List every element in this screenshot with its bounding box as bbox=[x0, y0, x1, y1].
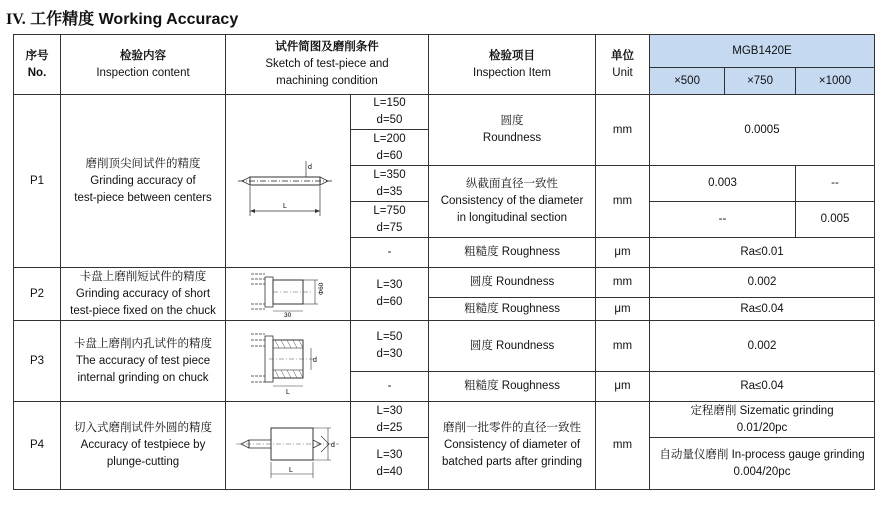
p1-sketch-l-label: L bbox=[283, 203, 287, 210]
p2-content bbox=[61, 268, 226, 321]
p3-content-en2: internal grinding on chuck bbox=[77, 371, 209, 384]
p4-value-gauge-label: 自动量仪磨削 In-process gauge grinding bbox=[659, 448, 865, 461]
p4-dim-1-l: L=30 bbox=[376, 404, 403, 417]
p3-roundness-unit: mm bbox=[596, 321, 650, 372]
p1-dim-4 bbox=[351, 202, 429, 238]
p2-roughness-unit: μm bbox=[596, 298, 650, 321]
p1-dim-2-d: d=60 bbox=[376, 149, 403, 162]
p1-roughness: 粗糙度 Roughness bbox=[429, 238, 596, 268]
p4-value-sizematic-label: 定程磨削 Sizematic grinding bbox=[690, 404, 834, 417]
p2-roundness: 圆度 Roundness bbox=[429, 268, 596, 298]
p3-dim-dash: - bbox=[351, 372, 429, 402]
p4-value-sizematic bbox=[650, 402, 875, 438]
p4-item-en1: Consistency of diameter of bbox=[443, 439, 581, 451]
p3-content bbox=[61, 321, 226, 402]
p1-consistency-cn: 纵截面直径一致性 bbox=[466, 178, 559, 190]
p1-dim-4-l: L=750 bbox=[373, 204, 406, 217]
p3-roughness-unit: μm bbox=[596, 372, 650, 402]
p1-consistency-en2: in longitudinal section bbox=[457, 212, 567, 224]
working-accuracy-table bbox=[13, 34, 875, 490]
p4-dim-1 bbox=[351, 402, 429, 438]
p1-content bbox=[61, 95, 226, 268]
p1-sketch bbox=[226, 95, 351, 268]
p1-no: P1 bbox=[14, 95, 61, 268]
p4-content-en2: plunge-cutting bbox=[106, 456, 180, 468]
p1-dim-4-d: d=75 bbox=[376, 221, 403, 234]
p4-content-en1: Accuracy of testpiece by bbox=[80, 439, 206, 451]
p4-content bbox=[61, 402, 226, 490]
p1-consistency-value-1: 0.003 bbox=[650, 166, 796, 202]
p1-content-en1: Grinding accuracy of bbox=[90, 174, 196, 187]
p1-consistency-dash-2: -- bbox=[650, 202, 796, 238]
p1-dim-1-d: d=50 bbox=[376, 114, 403, 126]
header-content bbox=[61, 35, 226, 95]
p4-no: P4 bbox=[14, 402, 61, 490]
p3-roundness-value: 0.002 bbox=[650, 321, 875, 372]
p2-sketch bbox=[226, 268, 351, 321]
p1-roundness bbox=[429, 95, 596, 166]
header-sketch bbox=[226, 35, 429, 95]
p4-item-cn: 磨削一批零件的直径一致性 bbox=[443, 422, 582, 434]
p1-content-en2: test-piece between centers bbox=[74, 191, 212, 204]
p1-dim-2-l: L=200 bbox=[373, 132, 406, 145]
p4-dim-1-d: d=25 bbox=[376, 421, 403, 434]
header-item-en: Inspection Item bbox=[473, 66, 551, 79]
p1-content-cn: 磨削顶尖间试件的精度 bbox=[85, 157, 201, 170]
header-no-en: No. bbox=[27, 66, 47, 79]
header-x750: ×750 bbox=[725, 68, 796, 95]
p2-dim-d: d=60 bbox=[376, 296, 403, 308]
header-sketch-en1: Sketch of test-piece and bbox=[265, 58, 389, 70]
p4-content-cn: 切入式磨削试件外圆的精度 bbox=[74, 422, 212, 434]
p4-unit: mm bbox=[596, 402, 650, 490]
header-no-cn: 序号 bbox=[25, 49, 49, 62]
p1-dim-3-l: L=350 bbox=[373, 168, 406, 181]
p1-roundness-en: Roundness bbox=[482, 132, 542, 144]
p3-roughness: 粗糙度 Roughness bbox=[429, 372, 596, 402]
p4-dim-2-l: L=30 bbox=[376, 448, 403, 461]
p1-consistency-dash-1: -- bbox=[796, 166, 875, 202]
p2-sketch-d-label: Φ60 bbox=[318, 282, 325, 295]
p1-dim-1-l: L=150 bbox=[373, 97, 406, 109]
p1-dim-3 bbox=[351, 166, 429, 202]
p1-dim-2 bbox=[351, 130, 429, 166]
header-x1000: ×1000 bbox=[796, 68, 875, 95]
p3-sketch bbox=[226, 321, 351, 402]
p1-sketch-d-label: d bbox=[308, 164, 312, 171]
p2-roughness-value: Ra≤0.04 bbox=[650, 298, 875, 321]
p1-dim-3-d: d=35 bbox=[376, 185, 403, 198]
p3-sketch-l-label: L bbox=[286, 389, 290, 396]
p3-content-cn: 卡盘上磨削内孔试件的精度 bbox=[74, 337, 212, 350]
p3-sketch-d-label: d bbox=[313, 357, 317, 364]
p2-dim-l: L=30 bbox=[376, 279, 403, 291]
p4-sketch bbox=[226, 402, 351, 490]
section-number: IV. bbox=[6, 11, 26, 28]
p2-content-en1: Grinding accuracy of short bbox=[75, 287, 211, 300]
header-item-cn: 检验项目 bbox=[489, 49, 536, 62]
p4-dim-2-d: d=40 bbox=[376, 465, 403, 478]
p4-value-gauge-value: 0.004/20pc bbox=[733, 465, 791, 478]
header-item bbox=[429, 35, 596, 95]
p1-roundness-value: 0.0005 bbox=[650, 95, 875, 166]
shaft-between-centers-sketch bbox=[228, 111, 348, 251]
page-title bbox=[6, 6, 238, 29]
p2-content-cn: 卡盘上磨削短试件的精度 bbox=[79, 270, 207, 283]
p3-dim-l: L=50 bbox=[376, 331, 403, 343]
header-unit-cn: 单位 bbox=[611, 49, 635, 62]
p4-sketch-d-label: d bbox=[330, 441, 335, 449]
p4-sketch-l-label: L bbox=[288, 466, 293, 474]
header-x500: ×500 bbox=[650, 68, 725, 95]
p1-roundness-unit: mm bbox=[596, 95, 650, 166]
p3-roundness: 圆度 Roundness bbox=[429, 321, 596, 372]
p1-roundness-cn: 圆度 bbox=[500, 115, 524, 127]
p1-dim-dash: - bbox=[351, 238, 429, 268]
p2-no: P2 bbox=[14, 268, 61, 321]
p2-dim bbox=[351, 268, 429, 321]
p3-content-en1: The accuracy of test piece bbox=[75, 354, 211, 367]
p1-roughness-value: Ra≤0.01 bbox=[650, 238, 875, 268]
short-piece-on-chuck-sketch bbox=[233, 269, 343, 319]
p4-value-sizematic-value: 0.01/20pc bbox=[736, 421, 788, 434]
p1-roughness-unit: μm bbox=[596, 238, 650, 268]
p3-roughness-value: Ra≤0.04 bbox=[650, 372, 875, 402]
header-sketch-en2: machining condition bbox=[276, 75, 378, 87]
p4-value-gauge bbox=[650, 438, 875, 490]
header-sketch-cn: 试件简图及磨削条件 bbox=[275, 41, 379, 53]
header-unit bbox=[596, 35, 650, 95]
p2-roundness-value: 0.002 bbox=[650, 268, 875, 298]
p1-dim-1 bbox=[351, 95, 429, 130]
p4-item bbox=[429, 402, 596, 490]
p2-sketch-l-label: 30 bbox=[284, 312, 292, 319]
header-model: MGB1420E bbox=[650, 35, 875, 68]
p2-roundness-unit: mm bbox=[596, 268, 650, 298]
header-unit-en: Unit bbox=[612, 66, 633, 79]
internal-bore-sketch bbox=[233, 326, 343, 396]
p1-consistency-en1: Consistency of the diameter bbox=[440, 195, 584, 207]
p2-roughness: 粗糙度 Roughness bbox=[429, 298, 596, 321]
p1-consistency-unit: mm bbox=[596, 166, 650, 238]
p3-dim bbox=[351, 321, 429, 372]
p4-item-en2: batched parts after grinding bbox=[442, 456, 583, 468]
p3-dim-d: d=30 bbox=[376, 348, 403, 360]
header-content-cn: 检验内容 bbox=[120, 49, 166, 62]
p3-no: P3 bbox=[14, 321, 61, 402]
p1-consistency-value-2: 0.005 bbox=[796, 202, 875, 238]
header-content-en: Inspection content bbox=[96, 66, 190, 79]
header-no bbox=[14, 35, 61, 95]
p2-content-en2: test-piece fixed on the chuck bbox=[70, 304, 216, 317]
section-title: 工作精度 Working Accuracy bbox=[30, 11, 239, 28]
p1-consistency bbox=[429, 166, 596, 238]
p4-dim-2 bbox=[351, 438, 429, 490]
plunge-cut-sketch bbox=[231, 406, 346, 486]
